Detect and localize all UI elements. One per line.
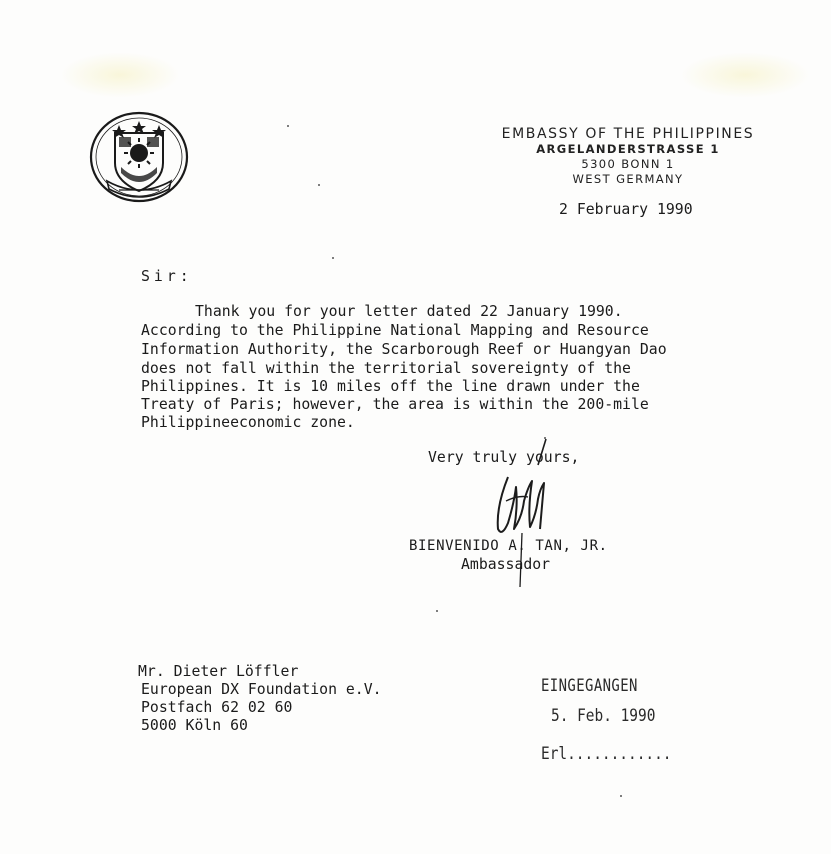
body-line: Philippineeconomic zone. [141,414,355,431]
received-stamp-erl: Erl............ [541,744,672,764]
closing: Very truly yours, [428,449,580,466]
embassy-city: 5300 BONN 1 [581,157,675,171]
scan-speck [620,795,622,797]
recipient-line: European DX Foundation e.V. [141,681,382,698]
body-line: According to the Philippine National Mapping and Resource [141,322,649,339]
body-line: does not fall within the territorial sovereignty of the [141,360,631,377]
salutation: Sir: [141,268,193,285]
received-stamp-title: EINGEGANGEN [541,676,638,696]
letterhead [478,127,778,187]
received-stamp-date: 5. Feb. 1990 [551,706,656,726]
embassy-name: EMBASSY OF THE PHILIPPINES [501,126,755,142]
scan-speck [436,610,438,612]
signer-title: Ambassador [461,556,551,573]
body-line: Thank you for your letter dated 22 January 1990. [195,303,623,320]
embassy-country: WEST GERMANY [572,172,684,186]
signer-name: BIENVENIDO A. TAN, JR. [409,538,608,554]
scan-speck [287,125,289,127]
recipient-line: 5000 Köln 60 [141,717,248,734]
body-line: Philippines. It is 10 miles off the line drawn under the [141,378,640,395]
scan-speck [544,437,546,439]
body-line: Treaty of Paris; however, the area is within the 200-mile [141,396,649,413]
recipient-line: Postfach 62 02 60 [141,699,293,716]
scan-speck [332,257,334,259]
coat-of-arms-seal-icon [89,111,189,203]
paper-stain [60,52,180,98]
paper-stain [680,52,810,98]
scan-speck [318,184,320,186]
body-line: Information Authority, the Scarborough Reef or Huangyan Dao [141,341,667,358]
letter-date: 2 February 1990 [559,201,693,218]
embassy-street: ARGELANDERSTRASSE 1 [536,142,720,156]
recipient-line: Mr. Dieter Löffler [138,663,299,680]
